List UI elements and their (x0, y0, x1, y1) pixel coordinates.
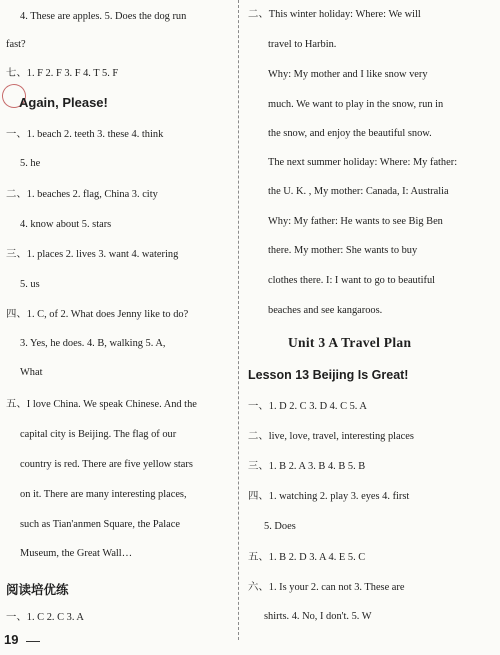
answer-line: 五、1. B 2. D 3. A 4. E 5. C (248, 552, 366, 563)
passage-line: the snow, and enjoy the beautiful snow. (268, 128, 432, 139)
passage-line: The next summer holiday: Where: My father: (268, 157, 458, 168)
answer-line: 5. he (20, 158, 41, 169)
passage-line: beaches and see kangaroos. (268, 305, 383, 316)
passage-line: on it. There are many interesting places, (20, 489, 187, 500)
answer-line: 七、1. F 2. F 3. F 4. T 5. F (6, 68, 119, 79)
answer-line: 5. us (20, 279, 40, 290)
answer-line: 六、1. Is your 2. can not 3. These are (248, 582, 405, 593)
answer-line: 二、live, love, travel, interesting places (248, 431, 414, 442)
reading-heading: 阅读培优练 (6, 583, 69, 597)
answer-line: 4. know about 5. stars (20, 219, 112, 230)
passage-line: clothes there. I: I want to go to beautiful (268, 275, 436, 286)
page-number: 19 (4, 632, 19, 647)
section-heading: Again, Please! (19, 95, 108, 110)
answer-line: 三、1. B 2. A 3. B 4. B 5. B (248, 461, 366, 472)
passage-line: there. My mother: She wants to buy (268, 245, 418, 256)
passage-line: capital city is Beijing. The flag of our (20, 429, 177, 440)
column-divider (238, 0, 239, 640)
answer-line: 二、1. beaches 2. flag, China 3. city (6, 189, 158, 200)
passage-line: country is red. There are five yellow stars (20, 459, 193, 470)
answer-line: shirts. 4. No, I don't. 5. W (264, 611, 372, 622)
answer-line: What (20, 367, 43, 378)
answer-line: 四、1. C, of 2. What does Jenny like to do? (6, 309, 189, 320)
answer-line: fast? (6, 39, 26, 50)
answer-line: 一、1. C 2. C 3. A (6, 612, 84, 623)
lesson-title: Lesson 13 Beijing Is Great! (248, 368, 409, 382)
passage-line: the U. K. , My mother: Canada, I: Australia (268, 186, 449, 197)
page-number-rule (26, 641, 40, 642)
passage-line: Why: My mother and I like snow very (268, 69, 428, 80)
passage-line: travel to Harbin. (268, 39, 337, 50)
answer-line: 一、1. beach 2. teeth 3. these 4. think (6, 129, 164, 140)
answer-line: 三、1. places 2. lives 3. want 4. watering (6, 249, 179, 260)
answer-line: 5. Does (264, 521, 296, 532)
passage-line: 五、I love China. We speak Chinese. And the (6, 399, 197, 410)
answer-line: 4. These are apples. 5. Does the dog run (20, 11, 187, 22)
passage-line: much. We want to play in the snow, run in (268, 99, 444, 110)
passage-line: 二、This winter holiday: Where: We will (248, 9, 421, 20)
passage-line: Why: My father: He wants to see Big Ben (268, 216, 443, 227)
passage-line: such as Tian'anmen Square, the Palace (20, 519, 181, 530)
answer-line: 四、1. watching 2. play 3. eyes 4. first (248, 491, 410, 502)
passage-line: Museum, the Great Wall… (20, 548, 133, 559)
answer-line: 3. Yes, he does. 4. B, walking 5. A, (20, 338, 166, 349)
unit-title: Unit 3 A Travel Plan (288, 335, 412, 350)
answer-line: 一、1. D 2. C 3. D 4. C 5. A (248, 401, 367, 412)
